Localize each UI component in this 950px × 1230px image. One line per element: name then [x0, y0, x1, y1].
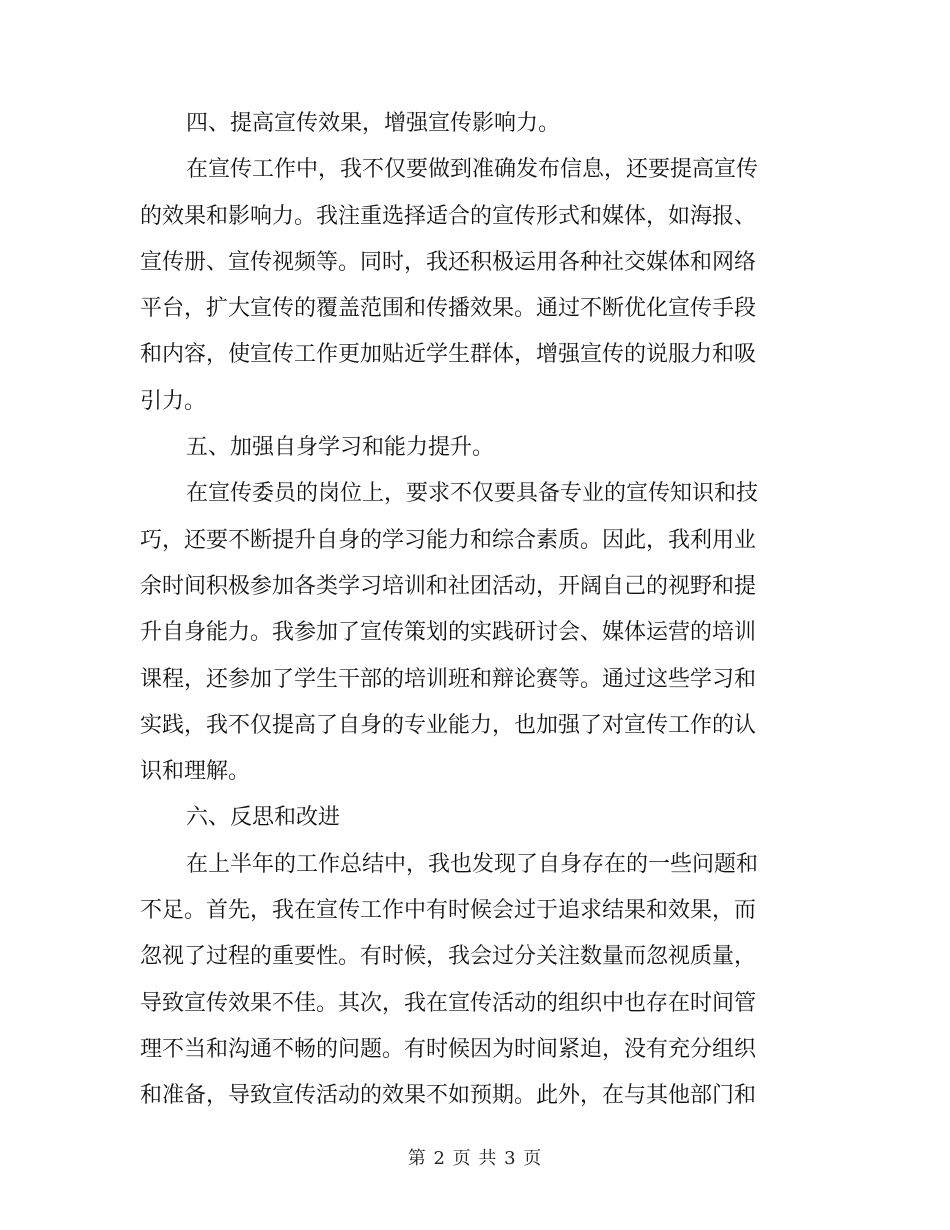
paragraph-line: 余时间积极参加各类学习培训和社团活动，开阔自己的视野和提: [140, 573, 757, 599]
paragraph-line: 在上半年的工作总结中，我也发现了自身存在的一些问题和: [186, 851, 759, 877]
paragraph-line: 不足。首先，我在宣传工作中有时候会过于追求结果和效果，而: [140, 898, 757, 924]
section-heading-5: 五、加强自身学习和能力提升。: [186, 435, 495, 461]
paragraph-line: 升自身能力。我参加了宣传策划的实践研讨会、媒体运营的培训: [140, 620, 757, 646]
paragraph-line: 宣传册、宣传视频等。同时，我还积极运用各种社交媒体和网络: [140, 249, 757, 275]
paragraph-line: 忽视了过程的重要性。有时候，我会过分关注数量而忽视质量，: [140, 944, 757, 970]
paragraph-line: 引力。: [140, 388, 207, 414]
paragraph-line: 的效果和影响力。我注重选择适合的宣传形式和媒体，如海报、: [140, 203, 757, 229]
document-body: [140, 101, 805, 1120]
paragraph-line: 导致宣传效果不佳。其次，我在宣传活动的组织中也存在时间管: [140, 990, 757, 1016]
paragraph-line: 和准备，导致宣传活动的效果不如预期。此外，在与其他部门和: [140, 1083, 757, 1109]
paragraph-line: 识和理解。: [140, 759, 251, 785]
paragraph-line: 理不当和沟通不畅的问题。有时候因为时间紧迫，没有充分组织: [140, 1036, 757, 1062]
section-heading-4: 四、提高宣传效果，增强宣传影响力。: [186, 111, 561, 136]
paragraph-line: 在宣传委员的岗位上，要求不仅要具备专业的宣传知识和技: [186, 481, 759, 507]
paragraph-line: 在宣传工作中，我不仅要做到准确发布信息，还要提高宣传: [186, 157, 759, 183]
page-number-footer: 第 2 页 共 3 页: [407, 1148, 543, 1169]
paragraph-line: 平台，扩大宣传的覆盖范围和传播效果。通过不断优化宣传手段: [140, 296, 757, 322]
paragraph-line: 巧，还要不断提升自身的学习能力和综合素质。因此，我利用业: [140, 527, 757, 553]
section-heading-6: 六、反思和改进: [186, 805, 341, 831]
paragraph-line: 课程，还参加了学生干部的培训班和辩论赛等。通过这些学习和: [140, 666, 757, 692]
paragraph-line: 实践，我不仅提高了自身的专业能力，也加强了对宣传工作的认: [140, 712, 757, 738]
paragraph-line: 和内容，使宣传工作更加贴近学生群体，增强宣传的说服力和吸: [140, 342, 757, 368]
